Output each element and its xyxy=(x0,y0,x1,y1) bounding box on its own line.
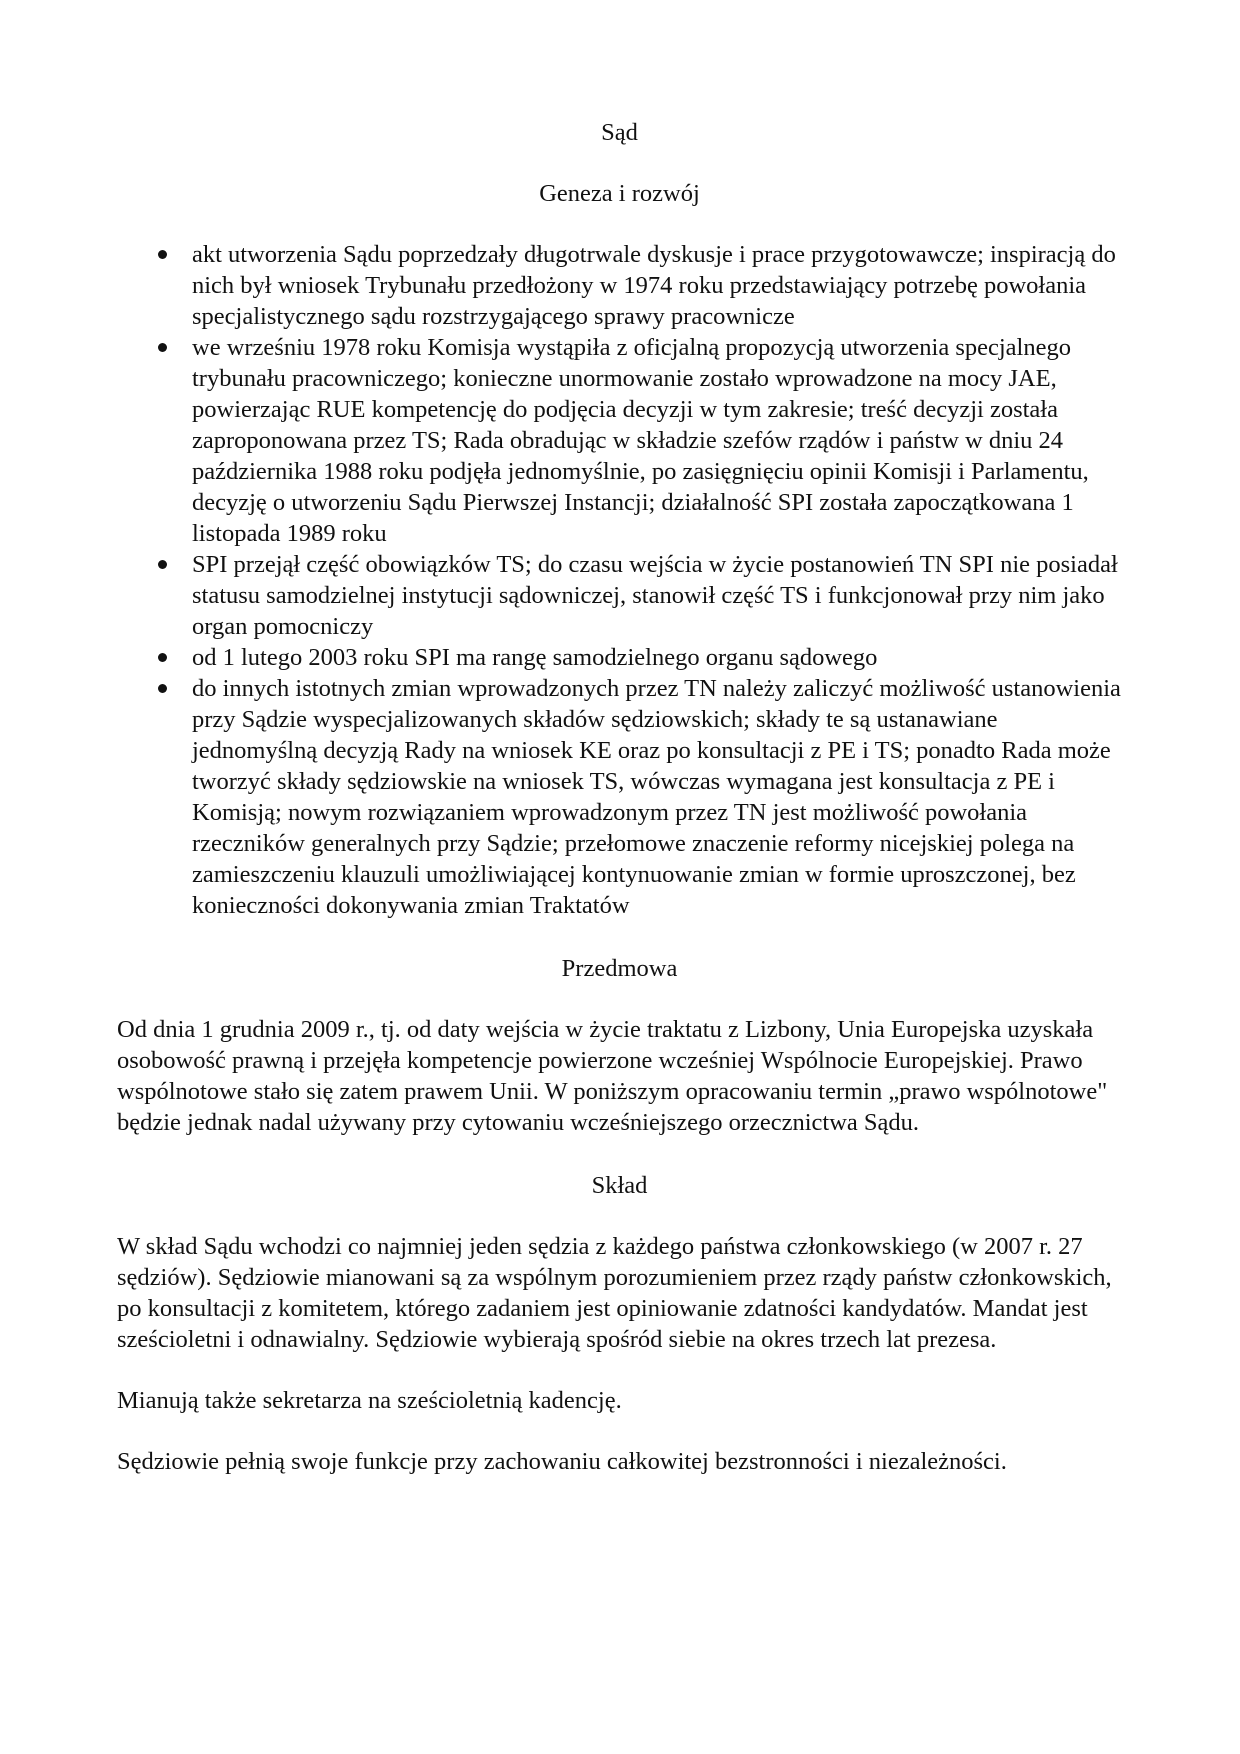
bullet-list-geneza xyxy=(117,239,1122,921)
list-item-text: SPI przejął część obowiązków TS; do czasu wejścia w życie postanowień TN SPI nie posiadał statusu samodzielnej instytucji sądowniczej, stanowił część TS i funkcjonował przy nim jako organ pomocniczy xyxy=(192,551,1118,640)
bullet-icon xyxy=(158,684,167,693)
section-heading-sklad: Skład xyxy=(591,1172,648,1199)
list-item xyxy=(117,642,1122,673)
paragraph-sklad-2: Mianują także sekretarza na sześcioletnią kadencję. xyxy=(117,1387,622,1414)
section-heading-geneza: Geneza i rozwój xyxy=(539,180,700,207)
bullet-icon xyxy=(158,343,167,352)
section-heading-przedmowa: Przedmowa xyxy=(561,955,678,982)
list-item xyxy=(117,332,1122,549)
list-item-text: akt utworzenia Sądu poprzedzały długotrwale dyskusje i prace przygotowawcze; inspiracją do nich był wniosek Trybunału przedłożony w 1974 roku przedstawiający potrzebę powołania specjalistycznego sądu rozstrzygającego sprawy pracownicze xyxy=(192,241,1116,330)
list-item-text: od 1 lutego 2003 roku SPI ma rangę samodzielnego organu sądowego xyxy=(192,644,878,671)
list-item-text: do innych istotnych zmian wprowadzonych przez TN należy zaliczyć możliwość ustanowienia przy Sądzie wyspecjalizowanych składów sędziowskich; składy te są ustanawiane jednomyślną decyzją Rady na wniosek KE oraz po konsultacji z PE i TS; ponadto Rada może tworzyć składy sędziowskie na wniosek TS, wówczas wymagana jest konsultacja z PE i Komisją; nowym rozwiązaniem wprowadzonym przez TN jest możliwość powołania rzeczników generalnych przy Sądzie; przełomowe znaczenie reformy nicejskiej polega na zamieszczeniu klauzuli umożliwiającej kontynuowanie zmian w formie uproszczonej, bez konieczności dokonywania zmian Traktatów xyxy=(192,675,1121,919)
paragraph-sklad-3: Sędziowie pełnią swoje funkcje przy zachowaniu całkowitej bezstronności i niezależności. xyxy=(117,1448,1007,1475)
list-item xyxy=(117,673,1122,921)
list-item-text: we wrześniu 1978 roku Komisja wystąpiła z oficjalną propozycją utworzenia specjalnego trybunału pracowniczego; konieczne unormowanie zostało wprowadzone na mocy JAE, powierzając RUE kompetencję do podjęcia decyzji w tym zakresie; treść decyzji została zaproponowana przez TS; Rada obradując w składzie szefów rządów i państw w dniu 24 października 1988 roku podjęła jednomyślnie, po zasięgnięciu opinii Komisji i Parlamentu, decyzję o utworzeniu Sądu Pierwszej Instancji; działalność SPI została zapoczątkowana 1 listopada 1989 roku xyxy=(192,334,1089,547)
paragraph-sklad-1: W skład Sądu wchodzi co najmniej jeden sędzia z każdego państwa członkowskiego (w 2007 r. 27 sędziów). Sędziowie mianowani są za wspólnym porozumieniem przez rządy państw członkowskich, po konsultacji z komitetem, którego zadaniem jest opiniowanie zdatności kandydatów. Mandat jest sześcioletni i odnawialny. Sędziowie wybierają spośród siebie na okres trzech lat prezesa. xyxy=(117,1233,1112,1353)
bullet-icon xyxy=(158,653,167,662)
list-item xyxy=(117,239,1122,332)
list-item xyxy=(117,549,1122,642)
document-page xyxy=(117,117,1122,1477)
bullet-icon xyxy=(158,560,167,569)
document-title: Sąd xyxy=(601,119,638,146)
paragraph-przedmowa: Od dnia 1 grudnia 2009 r., tj. od daty wejścia w życie traktatu z Lizbony, Unia Europejska uzyskała osobowość prawną i przejęła kompetencje powierzone wcześniej Wspólnocie Europejskiej. Prawo wspólnotowe stało się zatem prawem Unii. W poniższym opracowaniu termin „prawo wspólnotowe" będzie jednak nadal używany przy cytowaniu wcześniejszego orzecznictwa Sądu. xyxy=(117,1016,1108,1136)
bullet-icon xyxy=(158,250,167,259)
